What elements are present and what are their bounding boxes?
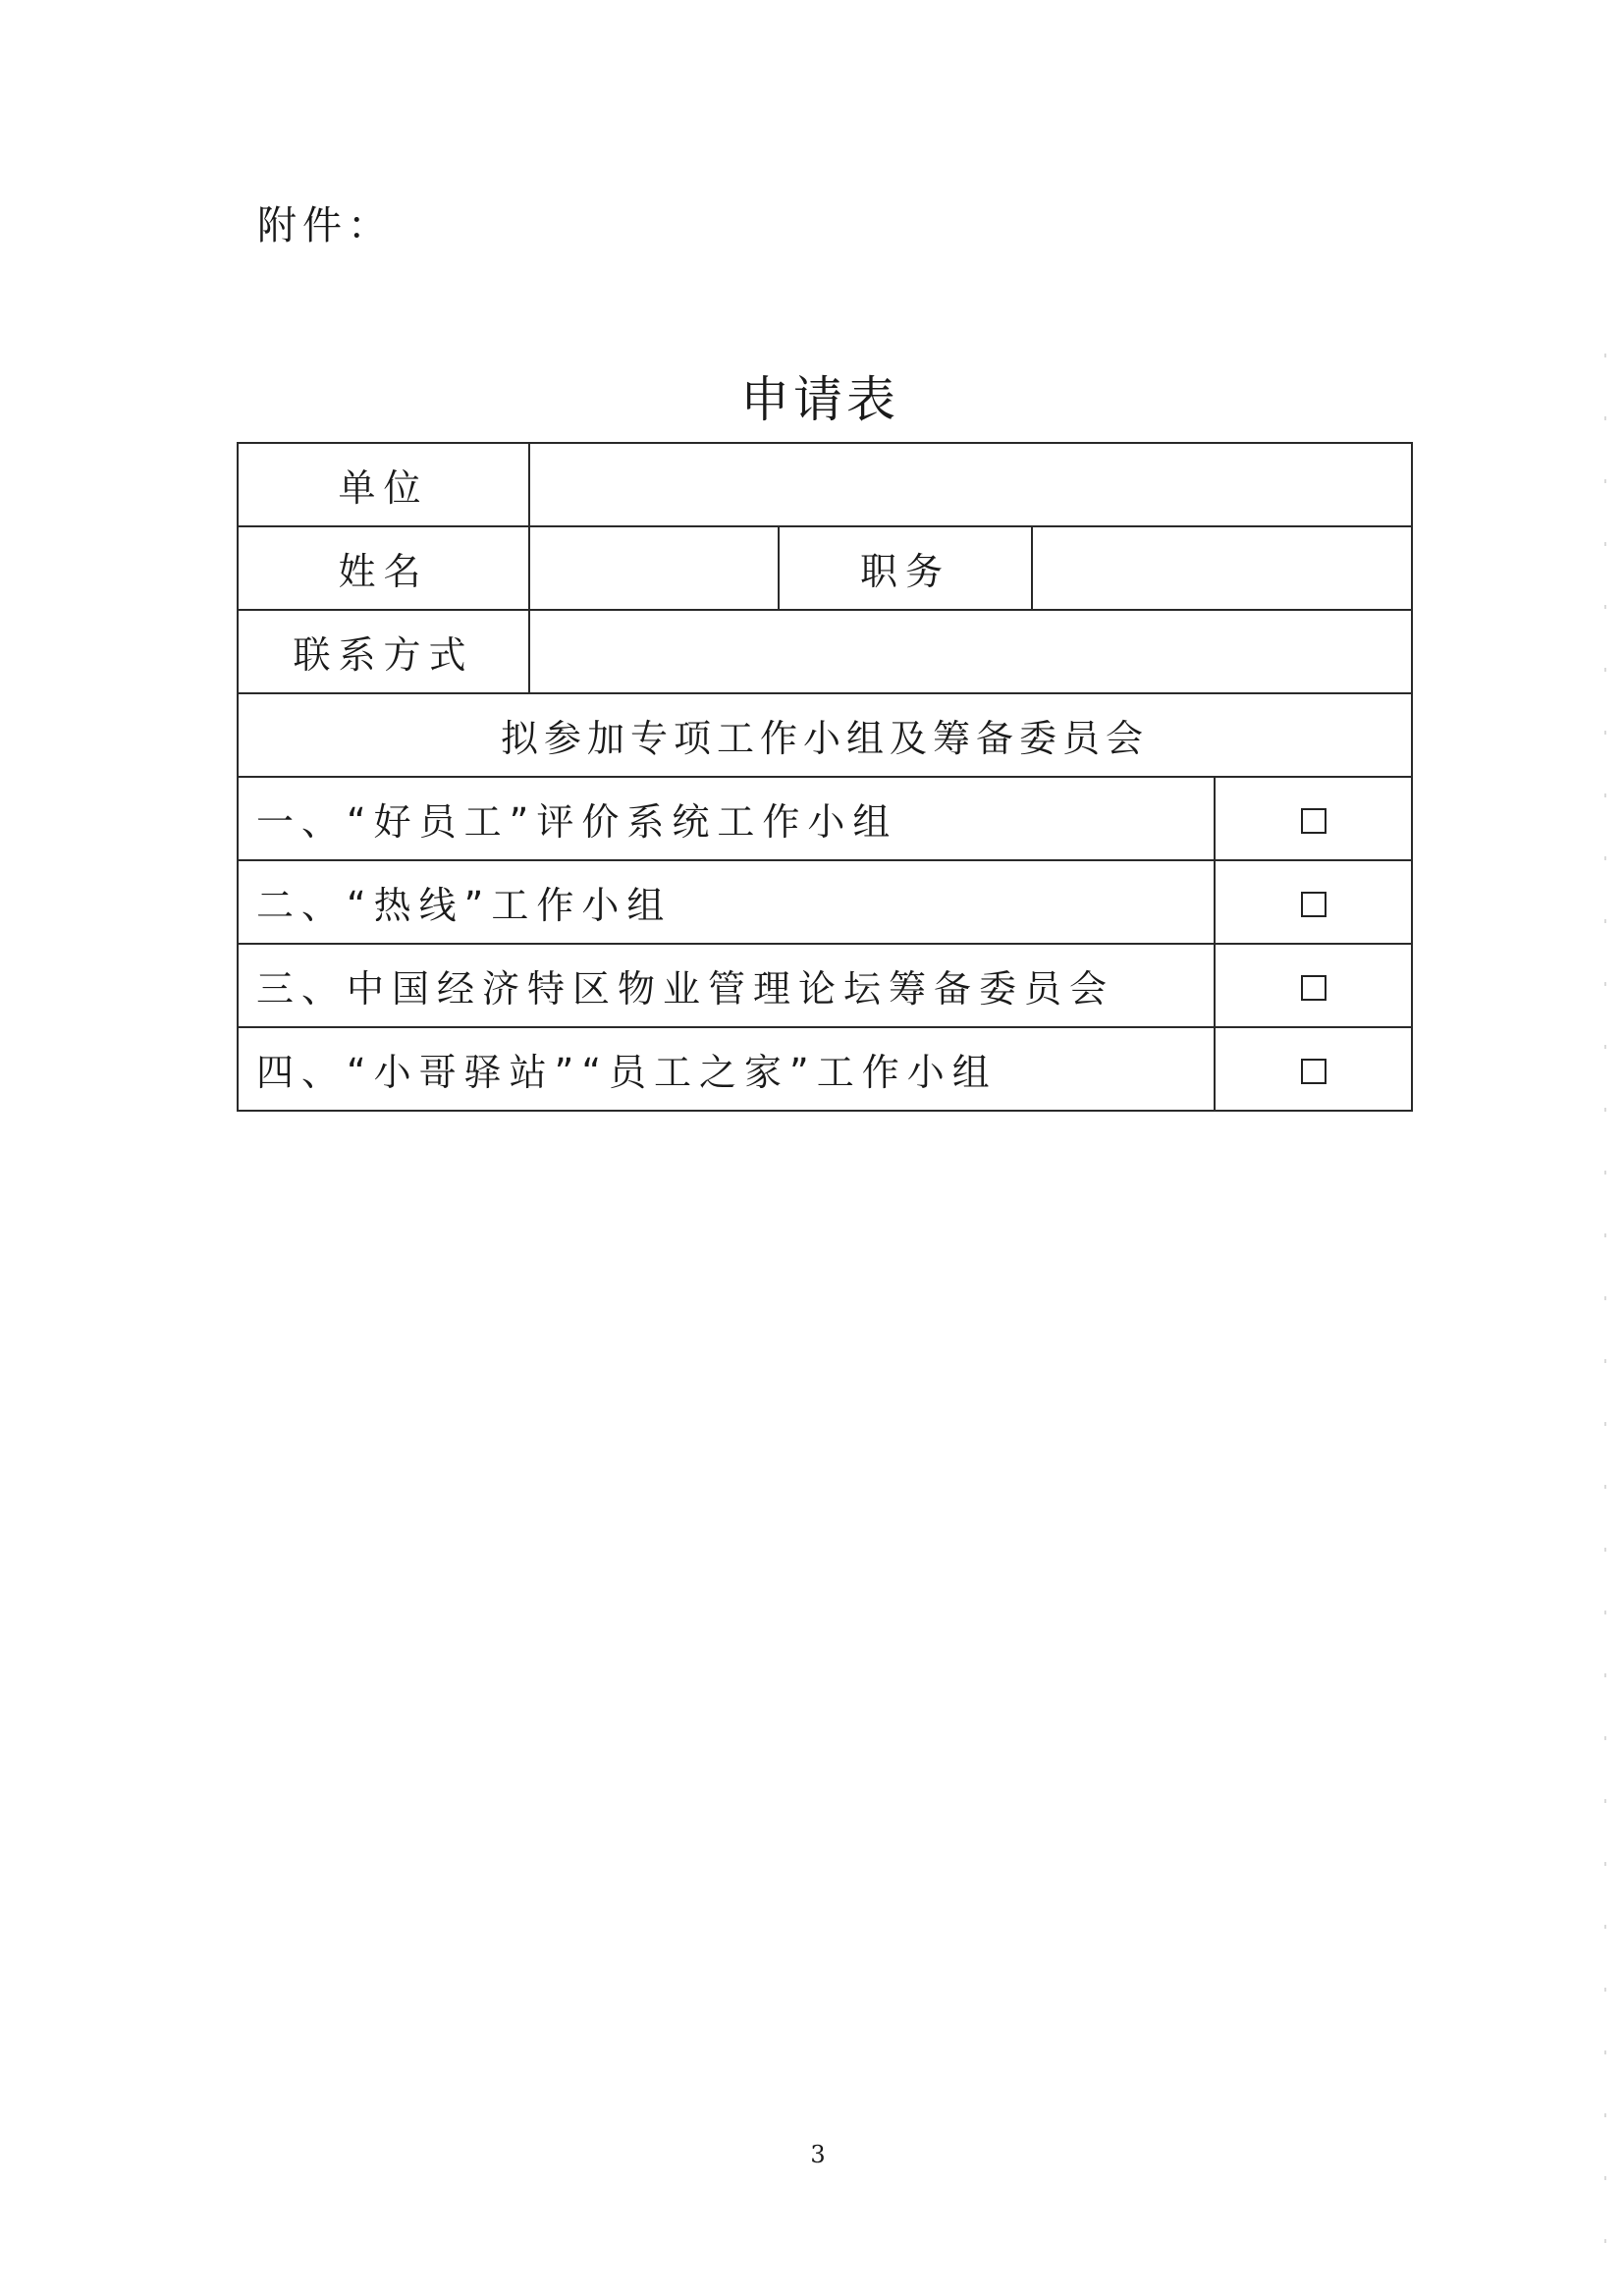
form-title: 申请表 xyxy=(740,371,899,428)
name-field[interactable] xyxy=(529,526,779,610)
attachment-label: 附件： xyxy=(257,203,393,248)
scan-edge-artifact xyxy=(1604,295,1606,2259)
option-row xyxy=(238,777,1412,860)
contact-label: 联系方式 xyxy=(238,610,529,693)
name-label: 姓名 xyxy=(238,526,529,610)
section-header: 拟参加专项工作小组及筹备委员会 xyxy=(238,693,1412,777)
application-form-table xyxy=(237,442,1413,1112)
checkbox-option-2[interactable] xyxy=(1301,892,1326,917)
unit-label: 单位 xyxy=(238,443,529,526)
checkbox-option-1[interactable] xyxy=(1301,808,1326,834)
option-checkbox-cell xyxy=(1215,944,1412,1027)
checkbox-option-4[interactable] xyxy=(1301,1059,1326,1084)
option-label: 二、“热线”工作小组 xyxy=(238,860,1215,944)
option-label: 一、“好员工”评价系统工作小组 xyxy=(238,777,1215,860)
option-row xyxy=(238,860,1412,944)
section-header-row xyxy=(238,693,1412,777)
position-field[interactable] xyxy=(1032,526,1412,610)
option-checkbox-cell xyxy=(1215,777,1412,860)
option-label: 四、“小哥驿站”“员工之家”工作小组 xyxy=(238,1027,1215,1111)
contact-row xyxy=(238,610,1412,693)
page-number: 3 xyxy=(810,2141,826,2168)
unit-row xyxy=(238,443,1412,526)
option-label: 三、中国经济特区物业管理论坛筹备委员会 xyxy=(238,944,1215,1027)
position-label: 职务 xyxy=(779,526,1032,610)
option-checkbox-cell xyxy=(1215,860,1412,944)
name-row xyxy=(238,526,1412,610)
option-checkbox-cell xyxy=(1215,1027,1412,1111)
contact-field[interactable] xyxy=(529,610,1412,693)
unit-field[interactable] xyxy=(529,443,1412,526)
option-row xyxy=(238,1027,1412,1111)
checkbox-option-3[interactable] xyxy=(1301,975,1326,1001)
option-row xyxy=(238,944,1412,1027)
